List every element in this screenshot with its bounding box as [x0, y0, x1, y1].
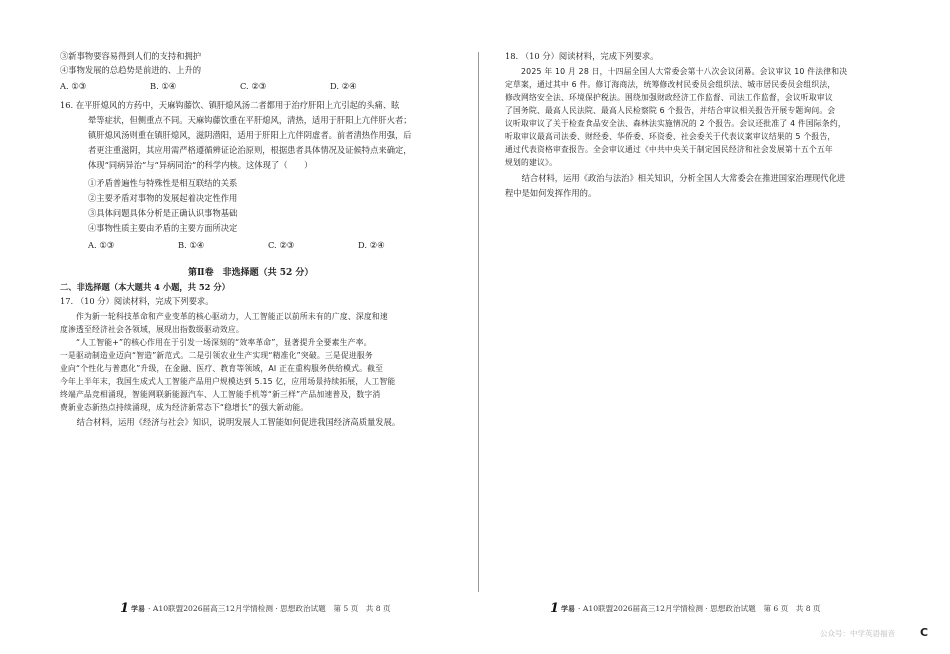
q18-question-line-2: 程中是如何发挥作用的。 — [505, 188, 597, 198]
q17-material-line-6: 今年上半年末，我国生成式人工智能产品用户规模达到 5.15 亿，应用场景持续拓展，人工智能 — [60, 377, 396, 386]
q18-material-line-4: 了国务院、最高人民法院、最高人民检察院 6 个报告，并结合审议相关报告开展专题询问。会 — [505, 106, 836, 115]
footer-logo-text: 学易 — [561, 603, 576, 613]
left-page — [60, 0, 460, 654]
q16-line-5: 体现“同病异治”与“异病同治”的科学内核。这体现了（ ） — [88, 160, 313, 170]
q18-material-line-3: 修改网络安全法、环境保护税法。围绕加强财政经济工作监督、司法工作监督，会议听取审议 — [505, 93, 833, 102]
prev-option-4: ④事物发展的总趋势是前进的、上升的 — [60, 65, 202, 75]
q16-choice-b: B. ①④ — [178, 240, 205, 250]
q16-option-3: ③具体问题具体分析是正确认识事物基础 — [88, 208, 238, 218]
left-footer — [120, 601, 391, 616]
q16-line-2: 晕等症状，但侧重点不同。天麻钩藤饮重在平肝熄风，清热，适用于肝阳上亢伴肝火者； — [88, 115, 412, 125]
q16-choice-a: A. ①③ — [88, 240, 115, 250]
q16-line-4: 者更注重滋阴，其应用需严格遵循辨证论治原则，根据患者具体情况及证候特点来确定， — [88, 145, 412, 155]
page-divider — [478, 52, 479, 592]
q16-line-3: 镇肝熄风汤则重在镇肝熄风，滋阴潜阳，适用于肝阳上亢伴阴虚者。前者清热作用强，后 — [88, 130, 412, 140]
q16-option-2: ②主要矛盾对事物的发展起着决定性作用 — [88, 193, 238, 203]
q18-material-line-2: 定草案，通过其中 6 件。修订海商法，统筹修改村民委员会组织法、城市居民委员会组织法， — [505, 80, 836, 89]
corner-letter: C — [920, 626, 929, 639]
q16-choice-d: D. ②④ — [358, 240, 385, 250]
q16-option-4: ④事物性质主要由矛盾的主要方面所决定 — [88, 223, 238, 233]
q17-material-line-3: “人工智能+”的核心作用在于引发一场深刻的“效率革命”，显著提升全要素生产率。 — [60, 338, 372, 347]
footer-logo-mark: 1 — [120, 601, 130, 616]
q17-question: 结合材料，运用《经济与社会》知识，说明发展人工智能如何促进我国经济高质量发展。 — [60, 417, 401, 427]
q18-material-line-7: 通过代表资格审查报告。全会审议通过《中共中央关于制定国民经济和社会发展第十五个五年 — [505, 145, 833, 154]
q18-question-line-1: 结合材料，运用《政治与法治》相关知识，分析全国人大常委会在推进国家治理现代化进 — [505, 173, 846, 183]
prev-choice-b: B. ①④ — [150, 81, 177, 91]
right-page — [500, 0, 900, 654]
q18-material-line-5: 议听取审议了关于检查食品安全法、森林法实施情况的 2 个报告。会议还批准了 4 件国际条约， — [505, 119, 846, 128]
q17-material-line-7: 终端产品竞相涌现，智能网联新能源汽车、人工智能手机等“新三样”产品加速普及，数字消 — [60, 390, 381, 399]
q17-header: 17. （10 分）阅读材料，完成下列要求。 — [60, 296, 214, 306]
q17-material-line-1: 作为新一轮科技革命和产业变革的核心驱动力，人工智能正以前所未有的广度、深度和速 — [60, 312, 388, 321]
q16-choices — [88, 240, 448, 251]
footer-logo-mark: 1 — [550, 601, 560, 616]
right-footer — [550, 601, 821, 616]
footer-logo-text: 学易 — [131, 603, 146, 613]
q16-line-1: 16. 在平肝熄风的方药中，天麻钩藤饮、镇肝熄风汤二者都用于治疗肝阳上亢引起的头痛、眩 — [60, 100, 400, 110]
watermark: 公众号：中学英语福音 — [820, 629, 895, 638]
q18-header: 18. （10 分）阅读材料，完成下列要求。 — [505, 51, 659, 61]
q16-option-1: ①矛盾普遍性与特殊性是相互联结的关系 — [88, 178, 238, 188]
q16-choice-c: C. ②③ — [268, 240, 295, 250]
prev-choice-a: A. ①③ — [60, 81, 87, 91]
q18-material-line-6: 听取审议最高司法委、财经委、华侨委、环资委、社会委关于代表议案审议结果的 5 个报告， — [505, 132, 836, 141]
left-footer-text: · A10联盟2026届高三12月学情检测 · 思想政治试题 第 5 页 共 8 页 — [148, 604, 391, 613]
right-footer-text: · A10联盟2026届高三12月学情检测 · 思想政治试题 第 6 页 共 8 页 — [578, 604, 821, 613]
q17-material-line-5: 业向“个性化与普惠化”升级，在金融、医疗、教育等领域，AI 正在重构服务供给模式。截至 — [60, 364, 384, 373]
prev-choice-c: C. ②③ — [240, 81, 267, 91]
prev-choice-d: D. ②④ — [330, 81, 357, 91]
q17-material-line-2: 度渗透至经济社会各领域，展现出指数级驱动效应。 — [60, 325, 244, 334]
section-title: 二、非选择题（本大题共 4 小题，共 52 分） — [60, 282, 230, 292]
q17-material-line-8: 费新业态新热点持续涌现，成为经济新常态下“稳增长”的强大新动能。 — [60, 403, 309, 412]
q17-material-line-4: 一是驱动制造业迈向“智造”新范式。二是引领农业生产实现“精准化”突破。三是促进服务 — [60, 351, 373, 360]
q18-material-line-8: 规划的建议》。 — [505, 158, 558, 167]
prev-option-3: ③新事物要容易得到人们的支持和拥护 — [60, 51, 202, 61]
prev-choices — [60, 81, 420, 92]
q18-material-line-1: 2025 年 10 月 28 日，十四届全国人大常委会第十八次会议闭幕。会议审议 10 件法律和决 — [505, 67, 848, 76]
part2-title: 第Ⅱ卷 非选择题（共 52 分） — [188, 268, 314, 278]
